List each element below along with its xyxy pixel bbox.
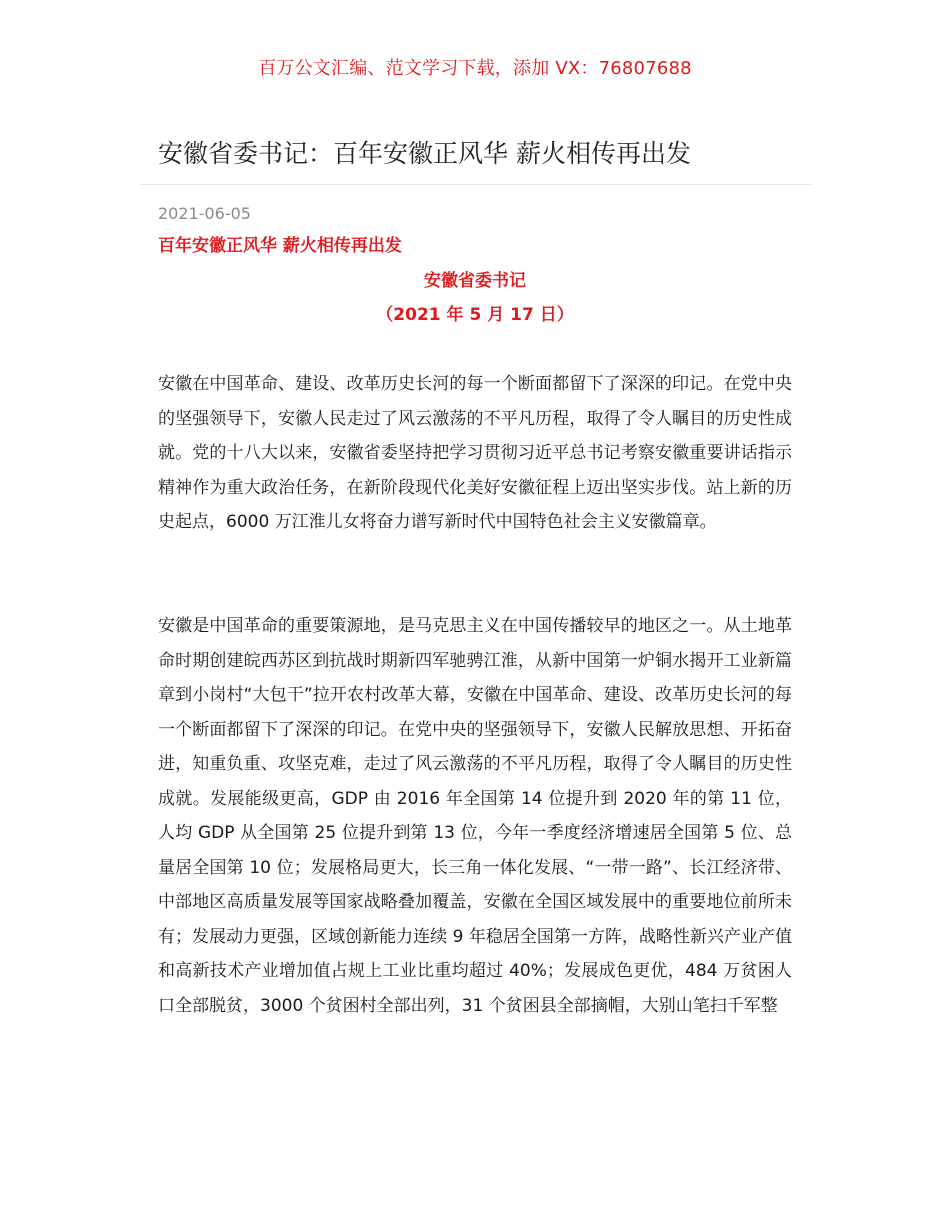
body-paragraph-2: 安徽是中国革命的重要策源地，是马克思主义在中国传播较早的地区之一。从土地革命时期创建皖西苏区到抗战时期新四军驰骋江淮，从新中国第一炉铜水揭开工业新篇章到小岗村“大包干”拉开农村改革大幕，安徽在中国革命、建设、改革历史长河的每一个断面都留下了深深的印记。在党中央的坚强领导下，安徽人民解放思想、开拓奋进，知重负重、攻坚克难，走过了风云激荡的不平凡历程，取得了令人瞩目的历史性成就。发展能级更高，GDP 由 2016 年全国第 14 位提升到 2020 年的第 11 位，人均 GDP 从全国第 25 位提升到第 13 位，今年一季度经济增速居全国第 5 位、总量居全国第 10 位；发展格局更大，长三角一体化发展、“一带一路”、长江经济带、中部地区高质量发展等国家战略叠加覆盖，安徽在全国区域发展中的重要地位前所未有；发展动力更强，区域创新能力连续 9 年稳居全国第一方阵，战略性新兴产业产值和高新技术产业增加值占规上工业比重均超过 40%；发展成色更优，484 万贫困人口全部脱贫，3000 个贫困村全部出列，31 个贫困县全部摘帽，大别山笔扫千军整 (158, 616, 792, 1016)
promo-banner: 百万公文汇编、范文学习下载，添加 VX：76807688 (258, 58, 692, 79)
speech-author: 安徽省委书记 (424, 271, 526, 291)
title-divider (140, 184, 811, 185)
speech-heading: 百年安徽正风华 薪火相传再出发 (158, 236, 402, 256)
speech-date: （2021 年 5 月 17 日） (376, 305, 574, 325)
publish-date: 2021-06-05 (158, 204, 251, 223)
body-paragraph-1: 安徽在中国革命、建设、改革历史长河的每一个断面都留下了深深的印记。在党中央的坚强领导下，安徽人民走过了风云激荡的不平凡历程，取得了令人瞩目的历史性成就。党的十八大以来，安徽省委坚持把学习贯彻习近平总书记考察安徽重要讲话指示精神作为重大政治任务，在新阶段现代化美好安徽征程上迈出坚实步伐。站上新的历史起点，6000 万江淮儿女将奋力谱写新时代中国特色社会主义安徽篇章。 (158, 374, 792, 532)
article-title: 安徽省委书记：百年安徽正风华 薪火相传再出发 (158, 139, 691, 168)
